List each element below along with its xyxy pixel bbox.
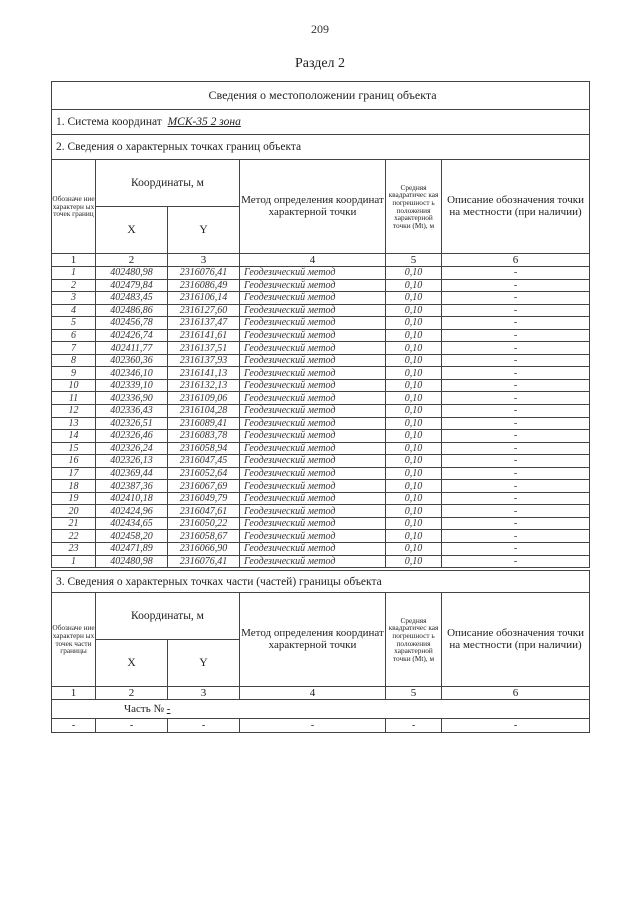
column-number-row: [52, 254, 590, 267]
cell-point-id: 12: [52, 405, 96, 418]
header-part-y: Y: [168, 640, 240, 687]
cell-description: -: [442, 379, 590, 392]
cell-coord-y: 2316137,51: [168, 342, 240, 355]
cell-method: Геодезический метод: [240, 555, 386, 568]
cell-coord-x: 402339,10: [96, 379, 168, 392]
part-number-row: [52, 700, 590, 719]
part-number-value: -: [166, 703, 171, 715]
cell-method: Геодезический метод: [240, 292, 386, 305]
column-number: 5: [386, 687, 442, 700]
cell-description: -: [442, 392, 590, 405]
cell-coord-y: 2316066,90: [168, 543, 240, 556]
header-part-point-designation: Обозначе ние характерн ых точек части границы: [52, 593, 96, 687]
part-cell: -: [96, 719, 168, 733]
cell-method: Геодезический метод: [240, 267, 386, 280]
cell-point-id: 14: [52, 430, 96, 443]
cell-coord-y: 2316047,61: [168, 505, 240, 518]
cell-accuracy: 0,10: [386, 430, 442, 443]
table-row: [52, 555, 590, 568]
cell-coord-y: 2316052,64: [168, 467, 240, 480]
coord-system-value: МСК-35 2 зона: [167, 116, 241, 128]
table-row: [52, 505, 590, 518]
header-accuracy: Средняя квадратичес кая погрешност ь положения характерной точки (Mt), м: [386, 160, 442, 254]
cell-coord-y: 2316086,49: [168, 279, 240, 292]
cell-description: -: [442, 430, 590, 443]
coord-system-label: 1. Система координат: [56, 116, 162, 128]
cell-accuracy: 0,10: [386, 467, 442, 480]
cell-coord-y: 2316067,69: [168, 480, 240, 493]
part-number-label: Часть №: [124, 703, 164, 715]
cell-method: Геодезический метод: [240, 405, 386, 418]
cell-description: -: [442, 543, 590, 556]
header-part-method: Метод определения координат характерной точки: [240, 593, 386, 687]
table-row: [52, 279, 590, 292]
cell-description: -: [442, 505, 590, 518]
cell-coord-y: 2316137,93: [168, 354, 240, 367]
cell-method: Геодезический метод: [240, 354, 386, 367]
cell-method: Геодезический метод: [240, 279, 386, 292]
cell-description: -: [442, 267, 590, 280]
table-row: [52, 342, 590, 355]
main-title: Сведения о местоположении границ объекта: [52, 82, 590, 110]
cell-coord-x: 402456,78: [96, 317, 168, 330]
cell-description: -: [442, 304, 590, 317]
cell-method: Геодезический метод: [240, 367, 386, 380]
cell-point-id: 20: [52, 505, 96, 518]
cell-description: -: [442, 467, 590, 480]
cell-coord-x: 402369,44: [96, 467, 168, 480]
cell-coord-y: 2316104,28: [168, 405, 240, 418]
cell-accuracy: 0,10: [386, 405, 442, 418]
cell-point-id: 18: [52, 480, 96, 493]
cell-method: Геодезический метод: [240, 530, 386, 543]
table-row: [52, 467, 590, 480]
cell-coord-y: 2316141,13: [168, 367, 240, 380]
cell-coord-x: 402326,46: [96, 430, 168, 443]
cell-accuracy: 0,10: [386, 317, 442, 330]
table-row: [52, 405, 590, 418]
cell-point-id: 16: [52, 455, 96, 468]
cell-point-id: 7: [52, 342, 96, 355]
column-number: 2: [96, 687, 168, 700]
cell-point-id: 1: [52, 555, 96, 568]
cell-coord-y: 2316137,47: [168, 317, 240, 330]
cell-coord-x: 402336,90: [96, 392, 168, 405]
section2-title: 2. Сведения о характерных точках границ объекта: [52, 135, 590, 160]
column-number: 1: [52, 254, 96, 267]
cell-method: Геодезический метод: [240, 417, 386, 430]
cell-coord-x: 402410,18: [96, 492, 168, 505]
cell-coord-x: 402360,36: [96, 354, 168, 367]
table-row: [52, 379, 590, 392]
cell-coord-y: 2316109,06: [168, 392, 240, 405]
section-title: Раздел 2: [294, 56, 346, 71]
table-row: [52, 417, 590, 430]
cell-point-id: 3: [52, 292, 96, 305]
cell-description: -: [442, 292, 590, 305]
cell-method: Геодезический метод: [240, 467, 386, 480]
cell-description: -: [442, 555, 590, 568]
cell-coord-y: 2316047,45: [168, 455, 240, 468]
header-y: Y: [168, 207, 240, 254]
cell-coord-x: 402486,86: [96, 304, 168, 317]
cell-accuracy: 0,10: [386, 379, 442, 392]
header-part-coordinates: Координаты, м: [96, 593, 240, 640]
cell-method: Геодезический метод: [240, 379, 386, 392]
cell-coord-x: 402434,65: [96, 517, 168, 530]
cell-accuracy: 0,10: [386, 354, 442, 367]
cell-method: Геодезический метод: [240, 455, 386, 468]
header-x: X: [96, 207, 168, 254]
cell-method: Геодезический метод: [240, 304, 386, 317]
table-row: [52, 304, 590, 317]
header-description: Описание обозначения точки на местности (при наличии): [442, 160, 590, 254]
header-coordinates: Координаты, м: [96, 160, 240, 207]
cell-description: -: [442, 342, 590, 355]
column-number: 4: [240, 254, 386, 267]
cell-method: Геодезический метод: [240, 329, 386, 342]
cell-accuracy: 0,10: [386, 304, 442, 317]
table-row: [52, 354, 590, 367]
column-number: 6: [442, 687, 590, 700]
table-row: [52, 430, 590, 443]
cell-method: Геодезический метод: [240, 442, 386, 455]
part-cell: -: [168, 719, 240, 733]
cell-description: -: [442, 480, 590, 493]
cell-description: -: [442, 455, 590, 468]
cell-point-id: 10: [52, 379, 96, 392]
cell-point-id: 22: [52, 530, 96, 543]
part-cell: -: [240, 719, 386, 733]
cell-point-id: 9: [52, 367, 96, 380]
table-row: [52, 480, 590, 493]
cell-method: Геодезический метод: [240, 480, 386, 493]
cell-accuracy: 0,10: [386, 342, 442, 355]
boundary-table: [51, 81, 590, 568]
column-number: 6: [442, 254, 590, 267]
table-row: [52, 492, 590, 505]
table-row: [52, 517, 590, 530]
cell-description: -: [442, 279, 590, 292]
cell-coord-y: 2316083,78: [168, 430, 240, 443]
cell-accuracy: 0,10: [386, 442, 442, 455]
cell-coord-y: 2316058,94: [168, 442, 240, 455]
cell-coord-y: 2316076,41: [168, 267, 240, 280]
part-table: [51, 570, 590, 733]
cell-coord-x: 402336,43: [96, 405, 168, 418]
cell-coord-x: 402471,89: [96, 543, 168, 556]
coord-system: [52, 110, 590, 135]
cell-description: -: [442, 405, 590, 418]
cell-coord-x: 402480,98: [96, 267, 168, 280]
cell-description: -: [442, 317, 590, 330]
cell-accuracy: 0,10: [386, 292, 442, 305]
cell-description: -: [442, 530, 590, 543]
cell-accuracy: 0,10: [386, 392, 442, 405]
cell-accuracy: 0,10: [386, 517, 442, 530]
cell-coord-y: 2316089,41: [168, 417, 240, 430]
column-number: 5: [386, 254, 442, 267]
cell-point-id: 2: [52, 279, 96, 292]
cell-method: Геодезический метод: [240, 430, 386, 443]
cell-accuracy: 0,10: [386, 543, 442, 556]
table-row: [52, 292, 590, 305]
cell-description: -: [442, 417, 590, 430]
cell-accuracy: 0,10: [386, 530, 442, 543]
cell-point-id: 21: [52, 517, 96, 530]
cell-coord-x: 402483,45: [96, 292, 168, 305]
cell-coord-y: 2316141,61: [168, 329, 240, 342]
cell-point-id: 17: [52, 467, 96, 480]
header-method: Метод определения координат характерной точки: [240, 160, 386, 254]
cell-accuracy: 0,10: [386, 555, 442, 568]
cell-accuracy: 0,10: [386, 480, 442, 493]
table-row: [52, 329, 590, 342]
column-number: 3: [168, 254, 240, 267]
cell-point-id: 13: [52, 417, 96, 430]
cell-description: -: [442, 442, 590, 455]
cell-point-id: 5: [52, 317, 96, 330]
table-row: [52, 367, 590, 380]
cell-coord-x: 402326,13: [96, 455, 168, 468]
cell-accuracy: 0,10: [386, 279, 442, 292]
cell-point-id: 11: [52, 392, 96, 405]
cell-point-id: 4: [52, 304, 96, 317]
page-number: 209: [311, 22, 329, 36]
cell-point-id: 8: [52, 354, 96, 367]
cell-point-id: 15: [52, 442, 96, 455]
part-column-number-row: [52, 687, 590, 700]
cell-coord-x: 402326,51: [96, 417, 168, 430]
cell-point-id: 23: [52, 543, 96, 556]
part-data-row: [52, 719, 590, 733]
cell-coord-x: 402411,77: [96, 342, 168, 355]
cell-point-id: 1: [52, 267, 96, 280]
cell-description: -: [442, 354, 590, 367]
cell-accuracy: 0,10: [386, 367, 442, 380]
cell-coord-x: 402346,10: [96, 367, 168, 380]
cell-coord-x: 402326,24: [96, 442, 168, 455]
table-row: [52, 455, 590, 468]
cell-description: -: [442, 329, 590, 342]
cell-coord-y: 2316058,67: [168, 530, 240, 543]
part-cell: -: [52, 719, 96, 733]
cell-coord-x: 402424,96: [96, 505, 168, 518]
cell-method: Геодезический метод: [240, 505, 386, 518]
cell-coord-y: 2316132,13: [168, 379, 240, 392]
cell-description: -: [442, 367, 590, 380]
cell-description: -: [442, 492, 590, 505]
table-row: [52, 317, 590, 330]
header-part-description: Описание обозначения точки на местности (при наличии): [442, 593, 590, 687]
cell-coord-y: 2316050,22: [168, 517, 240, 530]
table-row: [52, 392, 590, 405]
table-row: [52, 442, 590, 455]
cell-coord-y: 2316049,79: [168, 492, 240, 505]
cell-point-id: 6: [52, 329, 96, 342]
header-part-x: X: [96, 640, 168, 687]
cell-accuracy: 0,10: [386, 417, 442, 430]
column-number: 4: [240, 687, 386, 700]
part-cell: -: [442, 719, 590, 733]
cell-coord-y: 2316106,14: [168, 292, 240, 305]
cell-coord-x: 402479,84: [96, 279, 168, 292]
column-number: 1: [52, 687, 96, 700]
cell-method: Геодезический метод: [240, 342, 386, 355]
cell-coord-x: 402480,98: [96, 555, 168, 568]
cell-coord-x: 402458,20: [96, 530, 168, 543]
cell-accuracy: 0,10: [386, 505, 442, 518]
part-cell: -: [386, 719, 442, 733]
cell-accuracy: 0,10: [386, 329, 442, 342]
cell-method: Геодезический метод: [240, 543, 386, 556]
cell-point-id: 19: [52, 492, 96, 505]
table-row: [52, 543, 590, 556]
header-point-designation: Обозначе ние характерн ых точек границ: [52, 160, 96, 254]
table-row: [52, 267, 590, 280]
cell-method: Геодезический метод: [240, 317, 386, 330]
table-row: [52, 530, 590, 543]
cell-method: Геодезический метод: [240, 517, 386, 530]
cell-accuracy: 0,10: [386, 267, 442, 280]
cell-description: -: [442, 517, 590, 530]
header-part-accuracy: Средняя квадратичес кая погрешност ь положения характерной точки (Mt), м: [386, 593, 442, 687]
cell-accuracy: 0,10: [386, 492, 442, 505]
cell-accuracy: 0,10: [386, 455, 442, 468]
column-number: 2: [96, 254, 168, 267]
cell-method: Геодезический метод: [240, 392, 386, 405]
cell-coord-x: 402426,74: [96, 329, 168, 342]
cell-coord-x: 402387,36: [96, 480, 168, 493]
column-number: 3: [168, 687, 240, 700]
cell-method: Геодезический метод: [240, 492, 386, 505]
cell-coord-y: 2316076,41: [168, 555, 240, 568]
cell-coord-y: 2316127,60: [168, 304, 240, 317]
section3-title: 3. Сведения о характерных точках части (частей) границы объекта: [52, 571, 590, 593]
